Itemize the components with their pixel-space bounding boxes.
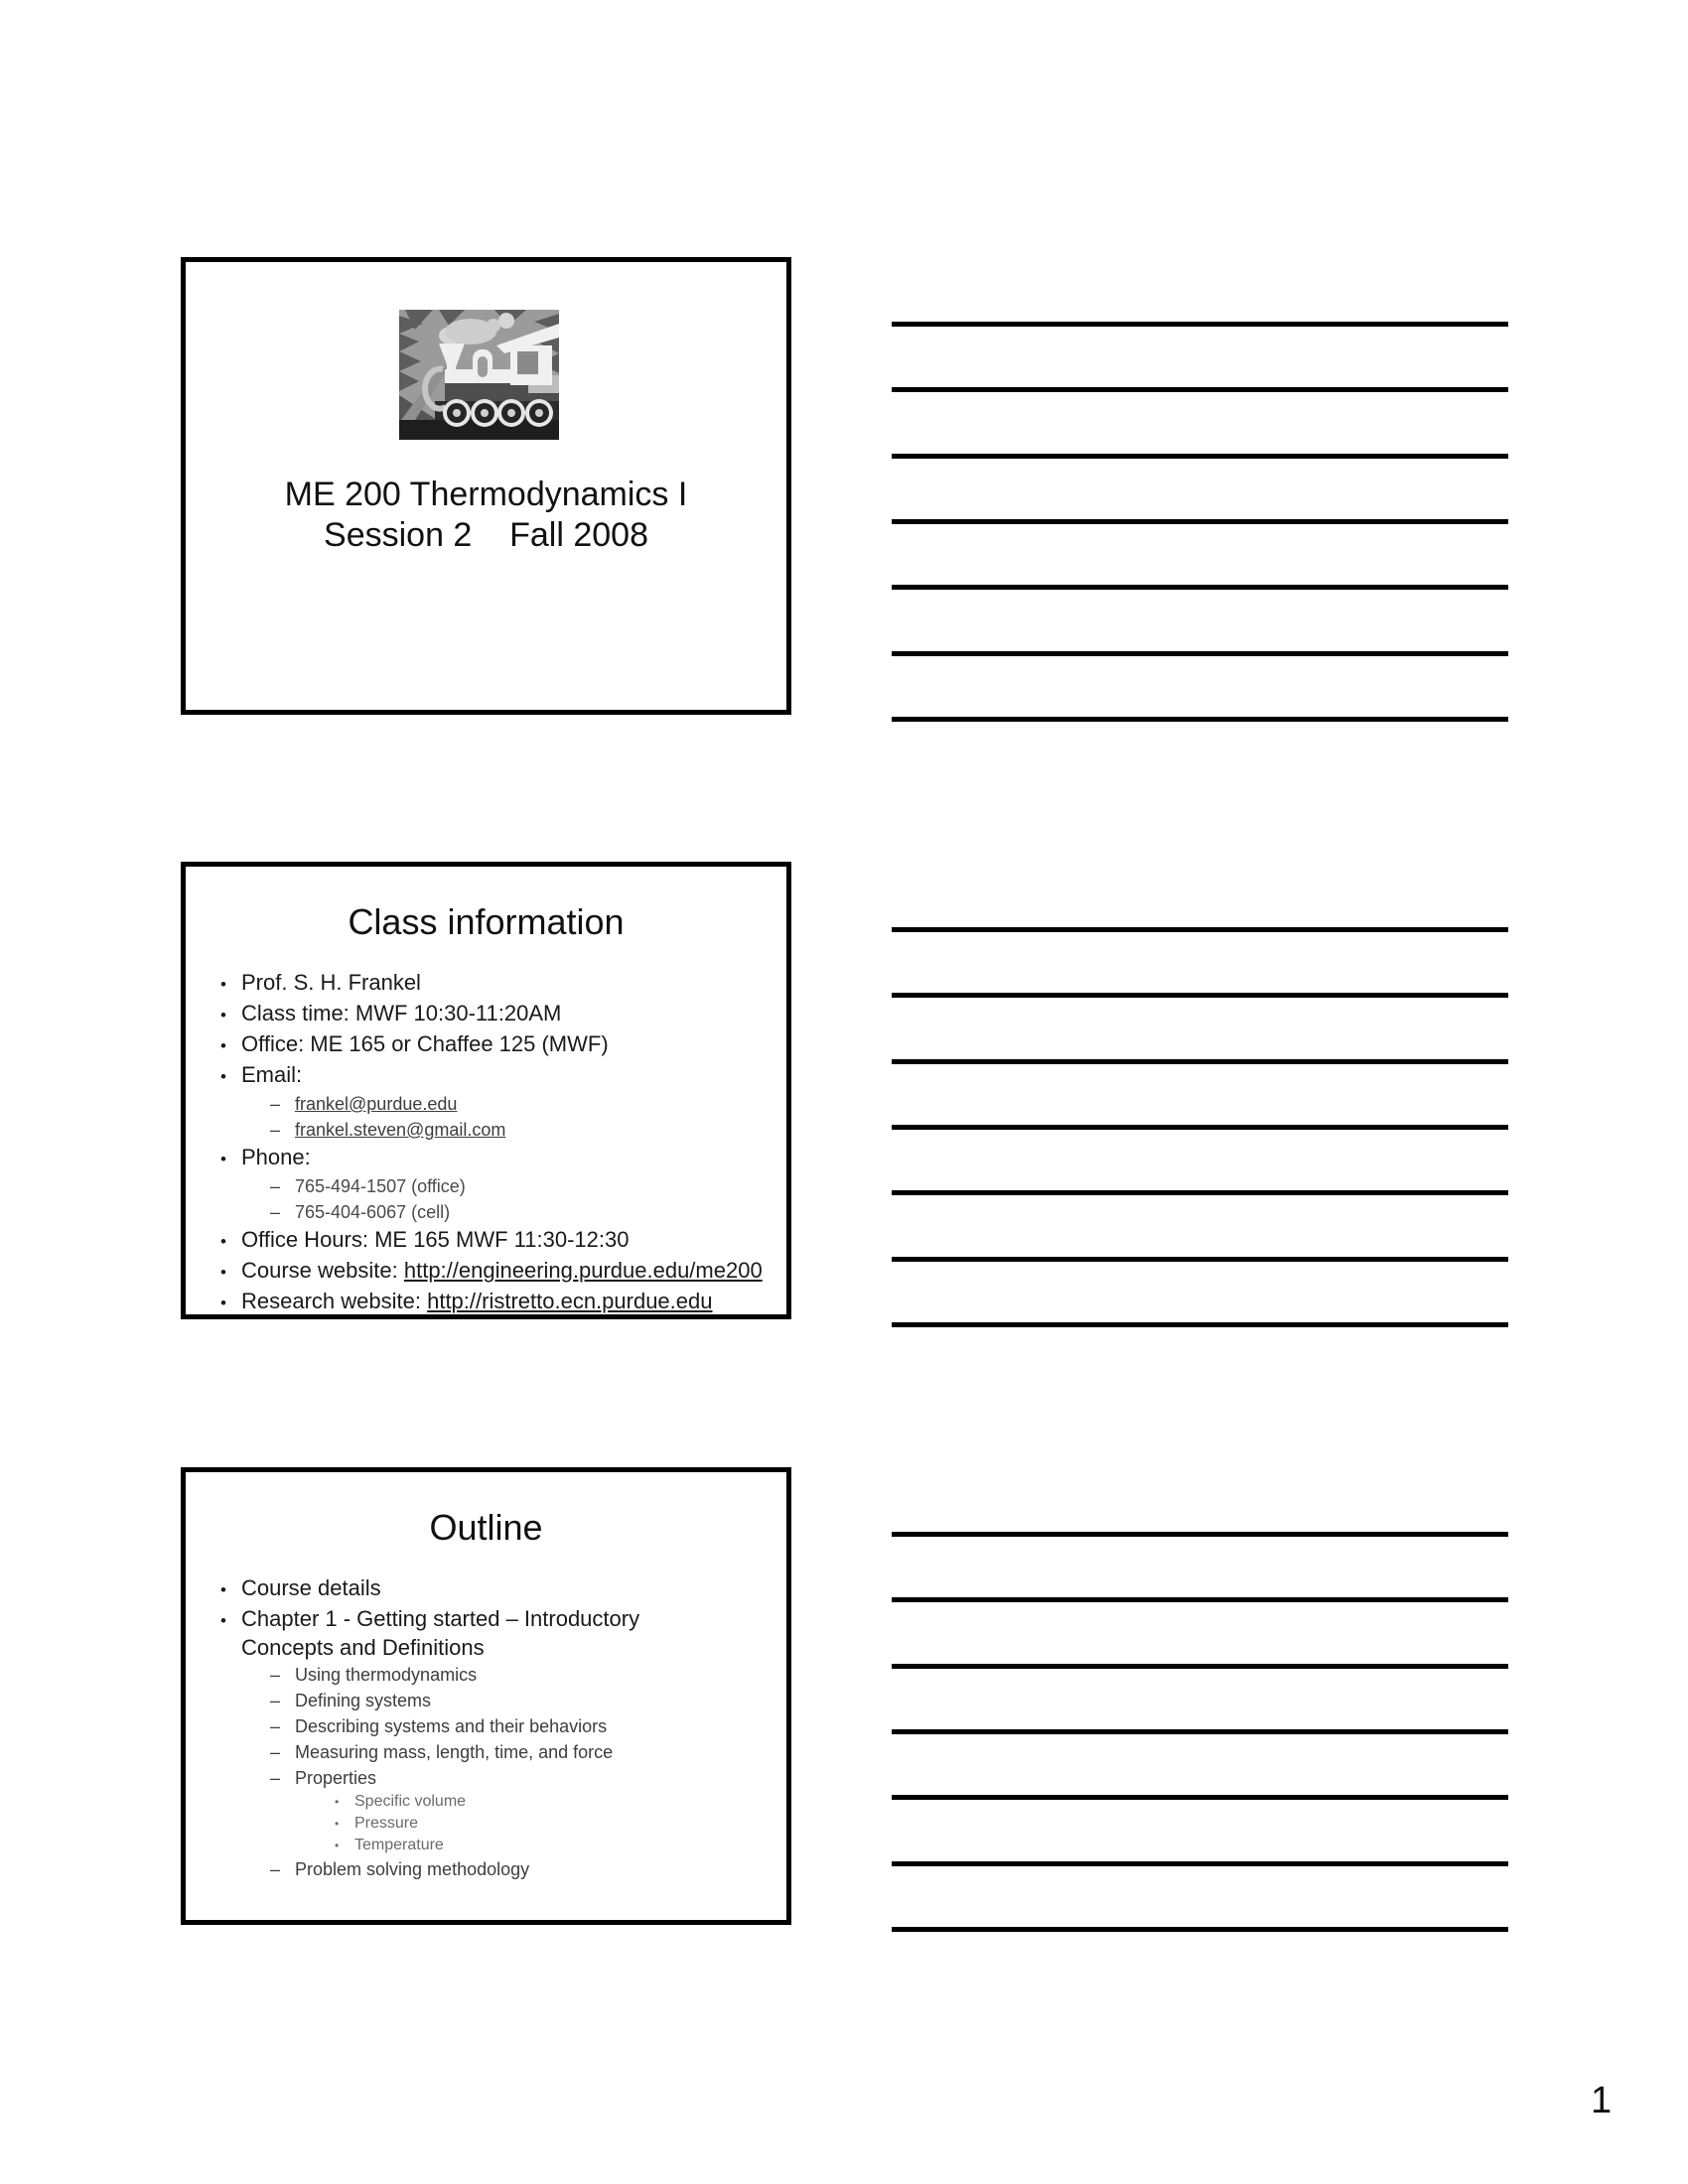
bullet-text-prefix: Course website: (241, 1258, 404, 1283)
note-line (892, 519, 1508, 524)
bullet-marker-icon: – (270, 1094, 281, 1114)
bullet-text (241, 1287, 713, 1315)
note-line (892, 1190, 1508, 1195)
note-line (892, 1861, 1508, 1866)
bullet-item (186, 1091, 782, 1117)
note-line (892, 1795, 1508, 1800)
bullet-item (186, 1813, 782, 1835)
bullet-item (186, 1173, 782, 1199)
bullet-text: Properties (295, 1768, 377, 1788)
bullet-marker-icon: • (220, 1580, 226, 1599)
hyperlink[interactable]: http://ristretto.ecn.purdue.edu (427, 1289, 713, 1313)
bullet-item (186, 1765, 782, 1791)
bullet-marker-icon: – (270, 1120, 281, 1140)
bullet-item (186, 999, 782, 1029)
bullet-text: Using thermodynamics (295, 1665, 478, 1685)
note-line (892, 993, 1508, 998)
bullet-marker-icon: • (335, 1817, 340, 1831)
bullet-marker-icon: – (270, 1742, 281, 1762)
note-line (892, 1664, 1508, 1669)
slide-outline (181, 1467, 791, 1925)
bullet-item (186, 1835, 782, 1856)
bullet-text: Pressure (354, 1815, 419, 1832)
bullet-item (186, 1060, 782, 1091)
bullet-text: Measuring mass, length, time, and force (295, 1742, 614, 1762)
bullet-marker-icon: • (220, 1006, 226, 1024)
bullet-marker-icon: • (220, 1067, 226, 1086)
bullet-item (186, 1791, 782, 1813)
bullet-text: Phone: (241, 1145, 311, 1169)
bullet-marker-icon: – (270, 1176, 281, 1196)
bullet-text: Office Hours: ME 165 MWF 11:30-12:30 (241, 1227, 630, 1252)
bullet-text: 765-404-6067 (cell) (295, 1202, 451, 1222)
bullet-text (295, 1117, 505, 1143)
bullet-text: 765-494-1507 (office) (295, 1176, 466, 1196)
bullet-item (186, 1143, 782, 1173)
slide-class-information (181, 862, 791, 1319)
bullet-text: Defining systems (295, 1691, 432, 1710)
bullet-text (241, 1256, 763, 1285)
slide-body (186, 968, 782, 1317)
bullet-text: Class time: MWF 10:30-11:20AM (241, 1001, 562, 1025)
bullet-item (186, 1856, 782, 1882)
bullet-marker-icon: • (220, 1263, 226, 1282)
train-clipart-icon (399, 310, 559, 440)
bullet-text: Specific volume (354, 1793, 467, 1810)
slide-title-slide (181, 257, 791, 715)
hyperlink[interactable]: frankel.steven@gmail.com (295, 1120, 506, 1140)
note-line (892, 717, 1508, 722)
course-title: ME 200 Thermodynamics I (284, 476, 688, 513)
title-slide-text (186, 475, 786, 556)
bullet-text: Email: (241, 1062, 303, 1087)
bullet-marker-icon: • (220, 1232, 226, 1251)
note-line (892, 1125, 1508, 1130)
note-line (892, 387, 1508, 392)
bullet-item (186, 1688, 782, 1713)
note-line (892, 1927, 1508, 1932)
train-clipart-image (399, 310, 559, 440)
bullet-item (186, 1713, 782, 1739)
bullet-marker-icon: – (270, 1768, 281, 1788)
session-subtitle: Session 2 Fall 2008 (324, 516, 648, 554)
hyperlink[interactable]: http://engineering.purdue.edu/me200 (403, 1258, 763, 1283)
bullet-text (295, 1091, 457, 1117)
note-line (892, 1322, 1508, 1327)
bullet-marker-icon: • (335, 1839, 340, 1852)
bullet-item (186, 1117, 782, 1143)
note-line (892, 1729, 1508, 1734)
slide-body (186, 1573, 782, 1882)
bullet-item (186, 1739, 782, 1765)
note-line (892, 927, 1508, 932)
bullet-text-prefix: Research website: (241, 1289, 428, 1313)
slide-title: Outline (429, 1507, 543, 1548)
bullet-text: Course details (241, 1575, 381, 1600)
bullet-marker-icon: • (335, 1795, 340, 1809)
page-number: 1 (1591, 2080, 1613, 2121)
bullet-text: Temperature (354, 1837, 444, 1853)
bullet-item (186, 1604, 782, 1662)
bullet-text: Prof. S. H. Frankel (241, 970, 421, 995)
bullet-item (186, 1662, 782, 1688)
bullet-text: Office: ME 165 or Chaffee 125 (MWF) (241, 1031, 609, 1056)
slide-title: Class information (348, 901, 625, 942)
bullet-marker-icon: – (270, 1716, 281, 1736)
bullet-text: Describing systems and their behaviors (295, 1716, 608, 1736)
note-line (892, 1059, 1508, 1064)
bullet-item (186, 1029, 782, 1060)
note-line (892, 1597, 1508, 1602)
bullet-marker-icon: – (270, 1665, 281, 1685)
bullet-marker-icon: • (220, 1611, 226, 1630)
bullet-item (186, 968, 782, 999)
note-line (892, 1257, 1508, 1262)
note-line (892, 322, 1508, 327)
bullet-item (186, 1256, 782, 1287)
bullet-text: Chapter 1 - Getting started – Introductory Concepts and Definitions (241, 1606, 640, 1660)
hyperlink[interactable]: frankel@purdue.edu (295, 1094, 458, 1114)
note-line (892, 585, 1508, 590)
bullet-item (186, 1225, 782, 1256)
bullet-marker-icon: • (220, 1150, 226, 1168)
note-line (892, 454, 1508, 459)
bullet-marker-icon: • (220, 1036, 226, 1055)
bullet-marker-icon: – (270, 1202, 281, 1222)
note-line (892, 651, 1508, 656)
bullet-marker-icon: – (270, 1691, 281, 1710)
bullet-marker-icon: • (220, 1294, 226, 1312)
note-line (892, 1532, 1508, 1537)
bullet-text: Problem solving methodology (295, 1859, 530, 1879)
bullet-item (186, 1199, 782, 1225)
bullet-marker-icon: • (220, 975, 226, 994)
bullet-item (186, 1287, 782, 1317)
bullet-marker-icon: – (270, 1859, 281, 1879)
bullet-item (186, 1573, 782, 1604)
